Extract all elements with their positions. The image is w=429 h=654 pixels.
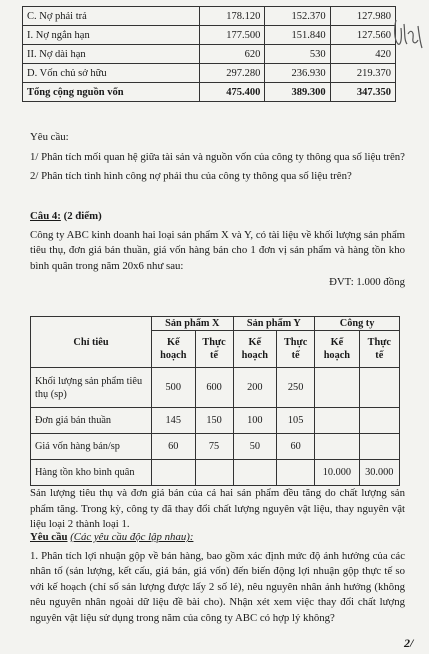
requirements-1	[30, 130, 405, 185]
handwriting-mark	[392, 14, 428, 54]
value-cell	[359, 368, 399, 408]
header-actual: Thực tế	[195, 331, 233, 368]
balance-row	[23, 45, 396, 64]
table-row	[31, 368, 400, 408]
value-cell: 389.300	[265, 83, 330, 102]
req1-q1: 1/ Phân tích mối quan hệ giữa tài sản và nguồn vốn của công ty thông qua số liệu trên?	[30, 150, 405, 163]
value-cell: 178.120	[200, 7, 265, 26]
value-cell: 10.000	[315, 460, 359, 486]
req1-q2: 2/ Phân tích tình hình công nợ phải thu của công ty thông qua số liệu trên?	[30, 170, 352, 182]
value-cell	[315, 408, 359, 434]
row-label: C. Nợ phải trả	[23, 7, 200, 26]
value-cell: 177.500	[200, 26, 265, 45]
requirements-2	[30, 530, 405, 626]
value-cell: 50	[233, 434, 277, 460]
value-cell	[315, 434, 359, 460]
value-cell: 127.560	[330, 26, 395, 45]
value-cell: 150	[195, 408, 233, 434]
row-label: II. Nợ dài hạn	[23, 45, 200, 64]
value-cell: 620	[200, 45, 265, 64]
value-cell	[315, 368, 359, 408]
req2-title: Yêu cầu	[30, 531, 68, 543]
header-plan: Kế hoạch	[152, 331, 196, 368]
value-cell: 475.400	[200, 83, 265, 102]
value-cell	[359, 434, 399, 460]
note-text: Sản lượng tiêu thụ và đơn giá bán của cả hai sản phẩm đều tăng do chất lượng sản phẩm tăng. Trong kỳ, công ty đã thay đổi chất lượng nguyên vật liệu, thay nguyên vật liệu loại 2 thành loại 1.	[30, 487, 405, 530]
row-label: Tổng cộng nguồn vốn	[23, 83, 200, 102]
req1-title: Yêu cầu:	[30, 131, 69, 143]
value-cell: 347.350	[330, 83, 395, 102]
header-actual: Thực tế	[359, 331, 399, 368]
question-4	[30, 209, 405, 291]
value-cell	[359, 408, 399, 434]
value-cell: 297.280	[200, 64, 265, 83]
value-cell	[195, 460, 233, 486]
balance-row	[23, 7, 396, 26]
header-product-x: Sản phẩm X	[152, 317, 234, 331]
note-paragraph	[30, 486, 405, 533]
value-cell: 127.980	[330, 7, 395, 26]
row-label: Khối lượng sản phẩm tiêu thụ (sp)	[31, 368, 152, 408]
value-cell: 250	[277, 368, 315, 408]
product-table	[30, 316, 400, 486]
req2-subtitle: (Các yêu cầu độc lập nhau):	[70, 531, 194, 543]
balance-total-row	[23, 83, 396, 102]
value-cell: 75	[195, 434, 233, 460]
header-metric: Chỉ tiêu	[31, 317, 152, 368]
row-label: Giá vốn hàng bán/sp	[31, 434, 152, 460]
row-label: D. Vốn chủ sở hữu	[23, 64, 200, 83]
table-row	[31, 434, 400, 460]
value-cell	[233, 460, 277, 486]
value-cell	[277, 460, 315, 486]
value-cell: 105	[277, 408, 315, 434]
page-number: 2/	[404, 636, 414, 650]
question-4-points: (2 điểm)	[63, 210, 102, 222]
value-cell: 100	[233, 408, 277, 434]
row-label: Hàng tồn kho bình quân	[31, 460, 152, 486]
header-plan: Kế hoạch	[315, 331, 359, 368]
header-product-y: Sản phẩm Y	[233, 317, 315, 331]
question-4-intro: Công ty ABC kinh doanh hai loại sản phẩm X và Y, có tài liệu về khối lượng sản phẩm tiêu thụ, đơn giá bán thuần, giá vốn hàng bán cho 1 đơn vị sản phẩm và hàng tồn kho bình quân trong năm 20x6 như sau:	[30, 228, 406, 272]
balance-table	[22, 6, 396, 102]
value-cell: 600	[195, 368, 233, 408]
row-label: I. Nợ ngắn hạn	[23, 26, 200, 45]
value-cell: 60	[152, 434, 196, 460]
value-cell	[152, 460, 196, 486]
balance-row	[23, 26, 396, 45]
value-cell: 30.000	[359, 460, 399, 486]
header-actual: Thực tế	[277, 331, 315, 368]
table-row	[31, 408, 400, 434]
req2-item1: 1. Phân tích lợi nhuận gộp về bán hàng, bao gồm xác định mức độ ảnh hưởng của các nhân tố (sản lượng, kết cấu, giá bán, giá vốn) đến biến động lợi nhuận gộp thực tế so với kế hoạch (chỉ số sản lượng được lấy 2 số lẻ), nêu nguyên nhân ảnh hưởng (không nêu nguyên nhân ngoài dữ liệu đề bài cho). Nhận xét xem việc thay đổi chất lượng nguyên vật liệu sử dụng trong năm của công ty ABC có hợp lý không?	[30, 549, 405, 624]
value-cell: 200	[233, 368, 277, 408]
value-cell: 151.840	[265, 26, 330, 45]
value-cell: 219.370	[330, 64, 395, 83]
value-cell: 145	[152, 408, 196, 434]
value-cell: 420	[330, 45, 395, 64]
value-cell: 60	[277, 434, 315, 460]
header-plan: Kế hoạch	[233, 331, 277, 368]
unit-label: ĐVT: 1.000 đồng	[329, 276, 405, 288]
header-company: Công ty	[315, 317, 400, 331]
value-cell: 152.370	[265, 7, 330, 26]
table-row	[31, 460, 400, 486]
value-cell: 530	[265, 45, 330, 64]
value-cell: 236.930	[265, 64, 330, 83]
question-4-title: Câu 4:	[30, 210, 61, 222]
balance-row	[23, 64, 396, 83]
value-cell: 500	[152, 368, 196, 408]
row-label: Đơn giá bán thuần	[31, 408, 152, 434]
